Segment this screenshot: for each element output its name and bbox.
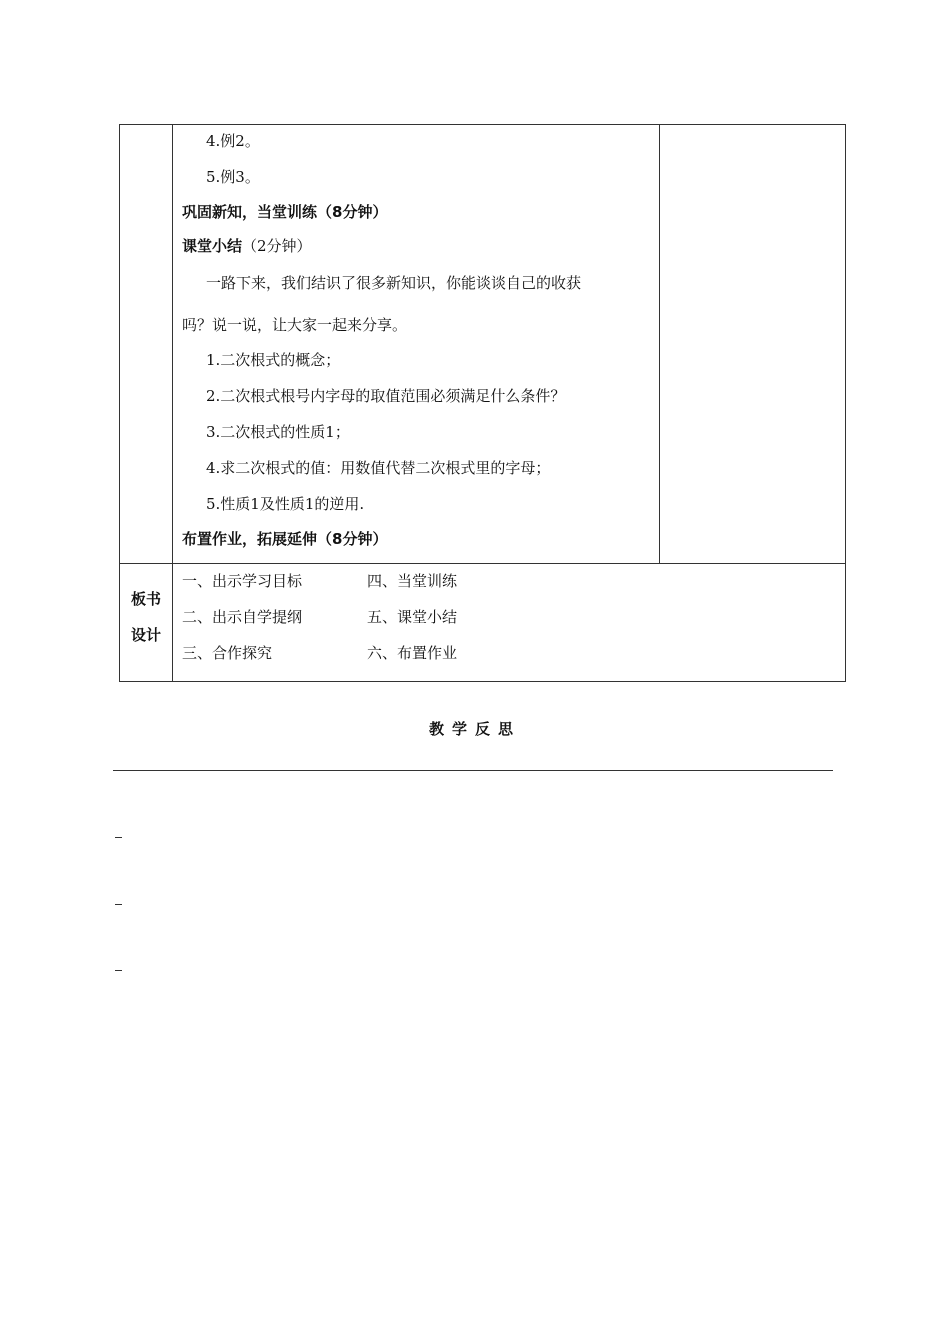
content-line: 吗？说一说，让大家一起来分享。 [182,316,408,334]
content-line: 1.二次根式的概念； [206,351,341,369]
blank-dash [115,904,122,905]
blank-dash [115,837,122,838]
content-line: 巩固新知，当堂训练（8分钟） [182,203,388,221]
reflection-title: 教学反思 [428,720,521,738]
col-divider-right [659,125,660,563]
board-item: 六、布置作业 [367,644,458,662]
content-heading: 课堂小结 [182,237,243,255]
board-label-1: 板书 [130,590,161,608]
blank-dash [115,970,122,971]
content-line: 3.二次根式的性质1； [206,423,350,441]
row-divider [120,563,845,564]
content-duration: （2分钟） [242,237,312,255]
board-item: 五、课堂小结 [367,608,458,626]
board-item: 四、当堂训练 [367,572,458,590]
content-line: 4.例2。 [206,132,260,150]
col-divider-left [172,125,173,682]
content-line: 5.例3。 [206,168,260,186]
content-line: 5.性质1及性质1的逆用. [206,495,365,513]
reflection-rule [113,770,833,771]
content-line: 布置作业，拓展延伸（8分钟） [182,530,388,548]
board-item: 二、出示自学提纲 [182,608,303,626]
content-line: 2.二次根式根号内字母的取值范围必须满足什么条件？ [206,387,566,405]
board-item: 一、出示学习目标 [182,572,303,590]
content-line: 4.求二次根式的值：用数值代替二次根式里的字母； [206,459,551,477]
content-line: 一路下来，我们结识了很多新知识，你能谈谈自己的收获 [206,274,582,292]
lesson-plan-table [119,124,846,682]
board-label-2: 设计 [130,626,161,644]
board-item: 三、合作探究 [182,644,273,662]
content-line [182,236,312,256]
